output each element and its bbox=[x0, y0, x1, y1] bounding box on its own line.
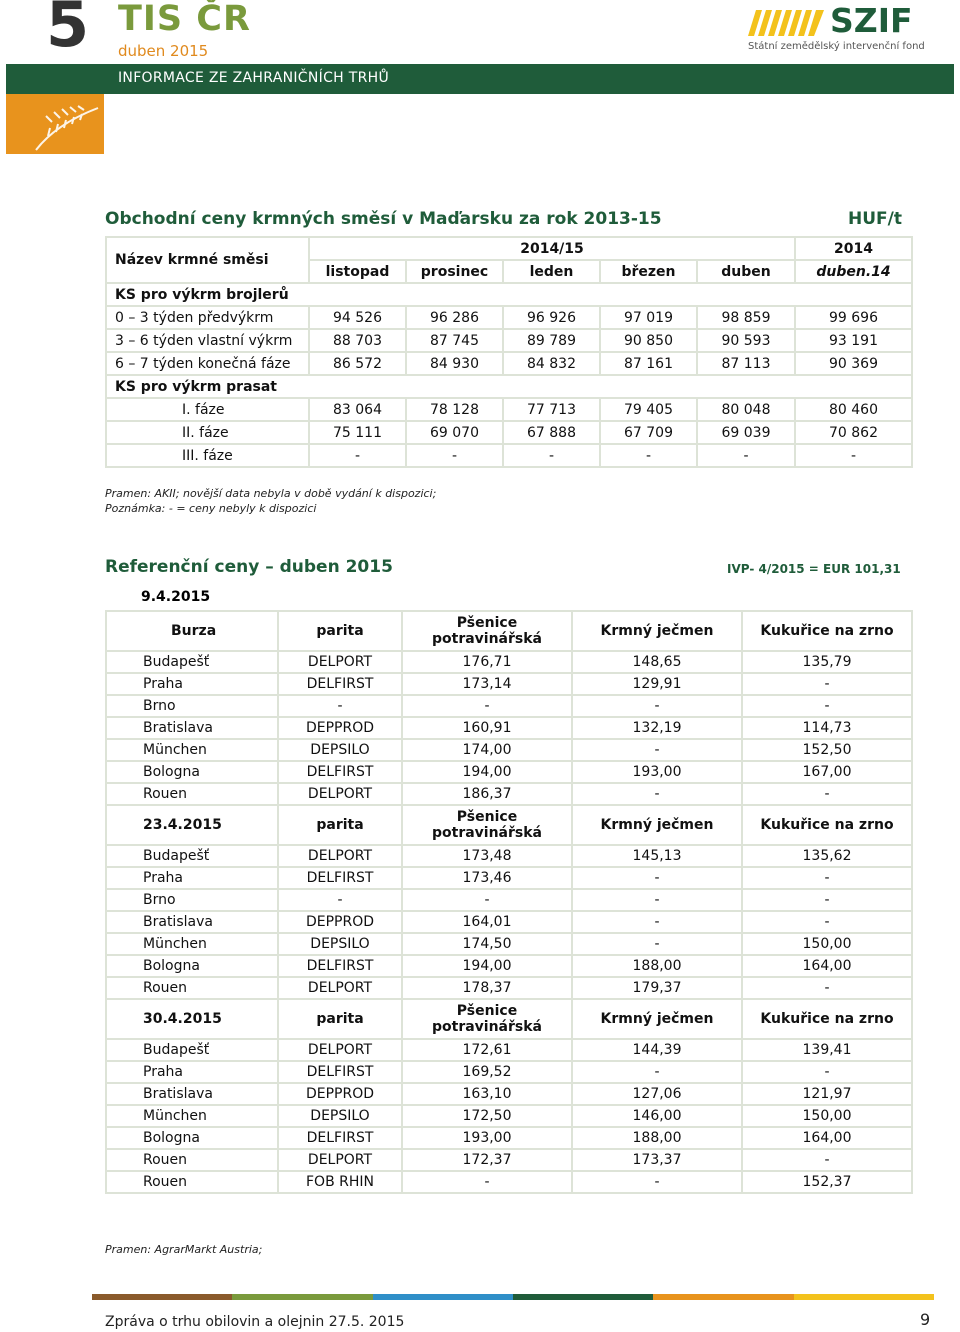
price-cell: 94 526 bbox=[309, 306, 406, 329]
price-cell: 169,52 bbox=[402, 1061, 572, 1083]
price-cell: 69 039 bbox=[697, 421, 795, 444]
exchange-name: Praha bbox=[106, 867, 278, 889]
column-header-parity: parita bbox=[278, 805, 402, 845]
price-cell: 139,41 bbox=[742, 1039, 912, 1061]
parity-cell: - bbox=[278, 695, 402, 717]
price-cell: 90 850 bbox=[600, 329, 697, 352]
column-header-parity: parita bbox=[278, 999, 402, 1039]
price-cell: - bbox=[742, 1149, 912, 1171]
price-cell: 99 696 bbox=[795, 306, 912, 329]
period-header-2014: 2014 bbox=[795, 237, 912, 260]
price-cell: 67 709 bbox=[600, 421, 697, 444]
price-cell: - bbox=[572, 739, 742, 761]
price-cell: 114,73 bbox=[742, 717, 912, 739]
column-header-barley: Krmný ječmen bbox=[572, 805, 742, 845]
price-cell: 145,13 bbox=[572, 845, 742, 867]
footer-title: Zpráva o trhu obilovin a olejnin 27.5. 2015 bbox=[105, 1314, 405, 1330]
table-row bbox=[106, 695, 912, 717]
exchange-name: Praha bbox=[106, 1061, 278, 1083]
exchange-name: Brno bbox=[106, 695, 278, 717]
price-cell: 70 862 bbox=[795, 421, 912, 444]
column-header-month: březen bbox=[600, 260, 697, 283]
price-cell: 172,37 bbox=[402, 1149, 572, 1171]
parity-cell: DELFIRST bbox=[278, 1061, 402, 1083]
price-cell: 174,50 bbox=[402, 933, 572, 955]
price-cell: 84 930 bbox=[406, 352, 503, 375]
table-row bbox=[106, 1149, 912, 1171]
table-row bbox=[106, 421, 912, 444]
parity-cell: DELPORT bbox=[278, 977, 402, 999]
exchange-name: München bbox=[106, 739, 278, 761]
column-header-corn: Kukuřice na zrno bbox=[742, 999, 912, 1039]
column-header-barley: Krmný ječmen bbox=[572, 611, 742, 651]
exchange-name: Rouen bbox=[106, 1149, 278, 1171]
parity-cell: DEPPROD bbox=[278, 1083, 402, 1105]
price-cell: 188,00 bbox=[572, 1127, 742, 1149]
price-cell: 80 460 bbox=[795, 398, 912, 421]
price-cell: - bbox=[309, 444, 406, 467]
table-row bbox=[106, 352, 912, 375]
row-label: II. fáze bbox=[106, 421, 309, 444]
table-row bbox=[106, 977, 912, 999]
logo-name: SZIF bbox=[830, 1, 913, 40]
price-cell: - bbox=[742, 783, 912, 805]
page-number: 9 bbox=[920, 1310, 931, 1329]
source-note: Pramen: AgrarMarkt Austria; bbox=[105, 1243, 263, 1256]
price-cell: - bbox=[503, 444, 600, 467]
price-cell: - bbox=[572, 867, 742, 889]
table-row bbox=[106, 398, 912, 421]
row-label: III. fáze bbox=[106, 444, 309, 467]
price-cell: 88 703 bbox=[309, 329, 406, 352]
price-cell: 193,00 bbox=[572, 761, 742, 783]
table-row bbox=[106, 1083, 912, 1105]
header-subtitle: INFORMACE ZE ZAHRANIČNÍCH TRHŮ bbox=[118, 70, 389, 86]
column-header-parity: parita bbox=[278, 611, 402, 651]
column-header-month: duben bbox=[697, 260, 795, 283]
price-cell: 174,00 bbox=[402, 739, 572, 761]
exchange-name: Budapešť bbox=[106, 651, 278, 673]
table-row bbox=[106, 911, 912, 933]
footer-bar-segment bbox=[373, 1294, 513, 1300]
table-row bbox=[106, 739, 912, 761]
price-cell: 83 064 bbox=[309, 398, 406, 421]
period-header-2014-15: 2014/15 bbox=[309, 237, 795, 260]
price-cell: 173,46 bbox=[402, 867, 572, 889]
price-cell: 98 859 bbox=[697, 306, 795, 329]
price-cell: - bbox=[572, 783, 742, 805]
price-cell: - bbox=[402, 1171, 572, 1193]
price-cell: 179,37 bbox=[572, 977, 742, 999]
price-cell: - bbox=[795, 444, 912, 467]
reference-prices-table bbox=[105, 610, 913, 1194]
price-cell: 152,50 bbox=[742, 739, 912, 761]
exchange-name: Bologna bbox=[106, 955, 278, 977]
price-cell: 163,10 bbox=[402, 1083, 572, 1105]
parity-cell: DELPORT bbox=[278, 1039, 402, 1061]
column-header-month: duben.14 bbox=[795, 260, 912, 283]
block-date: 30.4.2015 bbox=[106, 999, 278, 1039]
column-header-month: leden bbox=[503, 260, 600, 283]
price-cell: 164,01 bbox=[402, 911, 572, 933]
price-cell: - bbox=[600, 444, 697, 467]
price-cell: 87 161 bbox=[600, 352, 697, 375]
column-header-month: prosinec bbox=[406, 260, 503, 283]
parity-cell: DELPORT bbox=[278, 1149, 402, 1171]
footer-color-bar bbox=[92, 1294, 934, 1300]
column-header-barley: Krmný ječmen bbox=[572, 999, 742, 1039]
table-row bbox=[106, 1061, 912, 1083]
price-cell: 178,37 bbox=[402, 977, 572, 999]
price-cell: 150,00 bbox=[742, 1105, 912, 1127]
exchange-name: Budapešť bbox=[106, 1039, 278, 1061]
price-cell: 77 713 bbox=[503, 398, 600, 421]
table-row bbox=[106, 1105, 912, 1127]
exchange-name: Rouen bbox=[106, 783, 278, 805]
parity-cell: DEPSILO bbox=[278, 933, 402, 955]
feed-prices-table bbox=[105, 236, 913, 468]
price-cell: 160,91 bbox=[402, 717, 572, 739]
exchange-name: Budapešť bbox=[106, 845, 278, 867]
exchange-name: Brno bbox=[106, 889, 278, 911]
table-row bbox=[106, 673, 912, 695]
price-cell: 176,71 bbox=[402, 651, 572, 673]
price-cell: - bbox=[572, 889, 742, 911]
block-date: 9.4.2015 bbox=[141, 589, 211, 605]
footer-bar-segment bbox=[232, 1294, 372, 1300]
price-cell: 90 593 bbox=[697, 329, 795, 352]
parity-cell: DEPSILO bbox=[278, 1105, 402, 1127]
group-label-pigs: KS pro výkrm prasat bbox=[106, 375, 912, 398]
table-row bbox=[106, 867, 912, 889]
price-cell: - bbox=[572, 911, 742, 933]
block-date: 23.4.2015 bbox=[106, 805, 278, 845]
price-cell: 172,61 bbox=[402, 1039, 572, 1061]
price-cell: 173,48 bbox=[402, 845, 572, 867]
price-cell: 172,50 bbox=[402, 1105, 572, 1127]
source-note: Pramen: AKII; novější data nebyla v době vydání k dispozici; bbox=[105, 487, 437, 500]
parity-cell: - bbox=[278, 889, 402, 911]
parity-cell: DEPSILO bbox=[278, 739, 402, 761]
row-label: 0 – 3 týden předvýkrm bbox=[106, 306, 309, 329]
price-cell: - bbox=[742, 867, 912, 889]
logo-subtitle: Státní zemědělský intervenční fond bbox=[748, 41, 925, 52]
price-cell: - bbox=[572, 1171, 742, 1193]
price-cell: - bbox=[742, 673, 912, 695]
table-row bbox=[106, 444, 912, 467]
parity-cell: DELFIRST bbox=[278, 955, 402, 977]
table-row bbox=[106, 783, 912, 805]
price-cell: - bbox=[742, 695, 912, 717]
price-cell: 90 369 bbox=[795, 352, 912, 375]
exchange-name: Rouen bbox=[106, 977, 278, 999]
parity-cell: DELFIRST bbox=[278, 1127, 402, 1149]
table-header-row bbox=[106, 611, 912, 651]
feed-prices-title: Obchodní ceny krmných směsí v Maďarsku za rok 2013-15 bbox=[105, 209, 662, 229]
remark-note: Poznámka: - = ceny nebyly k dispozici bbox=[105, 502, 317, 515]
exchange-rate: IVP- 4/2015 = EUR 101,31 bbox=[727, 562, 901, 576]
parity-cell: DELPORT bbox=[278, 845, 402, 867]
exchange-name: Bologna bbox=[106, 1127, 278, 1149]
table-header-row bbox=[106, 805, 912, 845]
price-cell: 164,00 bbox=[742, 955, 912, 977]
price-cell: - bbox=[572, 695, 742, 717]
parity-cell: DELPORT bbox=[278, 783, 402, 805]
price-cell: 79 405 bbox=[600, 398, 697, 421]
price-cell: - bbox=[697, 444, 795, 467]
price-cell: - bbox=[742, 911, 912, 933]
table-row bbox=[106, 1039, 912, 1061]
table-row bbox=[106, 329, 912, 352]
parity-cell: DELFIRST bbox=[278, 761, 402, 783]
issue-date: duben 2015 bbox=[118, 42, 209, 60]
footer-bar-segment bbox=[653, 1294, 793, 1300]
parity-cell: FOB RHIN bbox=[278, 1171, 402, 1193]
price-cell: 188,00 bbox=[572, 955, 742, 977]
price-cell: 167,00 bbox=[742, 761, 912, 783]
table-row bbox=[106, 1171, 912, 1193]
price-cell: 75 111 bbox=[309, 421, 406, 444]
exchange-name: Bratislava bbox=[106, 911, 278, 933]
price-cell: 87 113 bbox=[697, 352, 795, 375]
price-cell: 69 070 bbox=[406, 421, 503, 444]
footer-bar-segment bbox=[513, 1294, 653, 1300]
price-cell: 194,00 bbox=[402, 955, 572, 977]
parity-cell: DEPPROD bbox=[278, 717, 402, 739]
table-header-row bbox=[106, 999, 912, 1039]
price-cell: 89 789 bbox=[503, 329, 600, 352]
parity-cell: DEPPROD bbox=[278, 911, 402, 933]
exchange-name: Bratislava bbox=[106, 717, 278, 739]
row-label: 3 – 6 týden vlastní výkrm bbox=[106, 329, 309, 352]
table-row bbox=[106, 1127, 912, 1149]
price-cell: 67 888 bbox=[503, 421, 600, 444]
price-cell: - bbox=[742, 977, 912, 999]
column-header-name: Název krmné směsi bbox=[106, 237, 309, 283]
footer-bar-segment bbox=[794, 1294, 934, 1300]
table-row bbox=[106, 717, 912, 739]
price-cell: 84 832 bbox=[503, 352, 600, 375]
price-cell: - bbox=[742, 1061, 912, 1083]
table-row bbox=[106, 651, 912, 673]
table-row bbox=[106, 306, 912, 329]
price-cell: 186,37 bbox=[402, 783, 572, 805]
price-cell: 194,00 bbox=[402, 761, 572, 783]
block-date bbox=[106, 611, 278, 651]
column-header-wheat: Pšenice potravinářská bbox=[402, 805, 572, 845]
price-cell: 135,62 bbox=[742, 845, 912, 867]
price-cell: 173,37 bbox=[572, 1149, 742, 1171]
price-cell: 164,00 bbox=[742, 1127, 912, 1149]
reference-prices-title: Referenční ceny – duben 2015 bbox=[105, 557, 393, 577]
table-row bbox=[106, 889, 912, 911]
column-header-exchange: Burza bbox=[171, 623, 217, 639]
column-header-wheat: Pšenice potravinářská bbox=[402, 611, 572, 651]
price-cell: 80 048 bbox=[697, 398, 795, 421]
group-label-broilers: KS pro výkrm brojlerů bbox=[106, 283, 912, 306]
row-label: I. fáze bbox=[106, 398, 309, 421]
parity-cell: DELPORT bbox=[278, 651, 402, 673]
price-cell: 127,06 bbox=[572, 1083, 742, 1105]
price-cell: 152,37 bbox=[742, 1171, 912, 1193]
price-cell: 121,97 bbox=[742, 1083, 912, 1105]
price-cell: 96 926 bbox=[503, 306, 600, 329]
price-cell: 129,91 bbox=[572, 673, 742, 695]
exchange-name: München bbox=[106, 1105, 278, 1127]
brand-title: TIS ČR bbox=[118, 0, 251, 39]
price-cell: 86 572 bbox=[309, 352, 406, 375]
exchange-name: Praha bbox=[106, 673, 278, 695]
exchange-name: München bbox=[106, 933, 278, 955]
price-cell: 148,65 bbox=[572, 651, 742, 673]
price-cell: 150,00 bbox=[742, 933, 912, 955]
group-row bbox=[106, 375, 912, 398]
currency-unit: HUF/t bbox=[848, 209, 902, 229]
issue-number: 5 bbox=[46, 0, 90, 61]
wheat-logo-icon bbox=[6, 94, 104, 154]
price-cell: - bbox=[572, 1061, 742, 1083]
parity-cell: DELFIRST bbox=[278, 673, 402, 695]
price-cell: 135,79 bbox=[742, 651, 912, 673]
row-label: 6 – 7 týden konečná fáze bbox=[106, 352, 309, 375]
price-cell: 97 019 bbox=[600, 306, 697, 329]
table-row bbox=[106, 761, 912, 783]
szif-logo-icon bbox=[748, 10, 824, 36]
price-cell: 78 128 bbox=[406, 398, 503, 421]
price-cell: - bbox=[572, 933, 742, 955]
exchange-name: Bologna bbox=[106, 761, 278, 783]
price-cell: - bbox=[402, 695, 572, 717]
price-cell: - bbox=[402, 889, 572, 911]
price-cell: 87 745 bbox=[406, 329, 503, 352]
table-row bbox=[106, 955, 912, 977]
column-header-corn: Kukuřice na zrno bbox=[742, 805, 912, 845]
price-cell: - bbox=[742, 889, 912, 911]
column-header-wheat: Pšenice potravinářská bbox=[402, 999, 572, 1039]
table-header-row bbox=[106, 237, 912, 260]
price-cell: 193,00 bbox=[402, 1127, 572, 1149]
price-cell: - bbox=[406, 444, 503, 467]
exchange-name: Rouen bbox=[106, 1171, 278, 1193]
price-cell: 132,19 bbox=[572, 717, 742, 739]
price-cell: 96 286 bbox=[406, 306, 503, 329]
price-cell: 93 191 bbox=[795, 329, 912, 352]
footer-bar-segment bbox=[92, 1294, 232, 1300]
column-header-corn: Kukuřice na zrno bbox=[742, 611, 912, 651]
column-header-month: listopad bbox=[309, 260, 406, 283]
table-row bbox=[106, 933, 912, 955]
exchange-name: Bratislava bbox=[106, 1083, 278, 1105]
group-row bbox=[106, 283, 912, 306]
parity-cell: DELFIRST bbox=[278, 867, 402, 889]
price-cell: 146,00 bbox=[572, 1105, 742, 1127]
price-cell: 144,39 bbox=[572, 1039, 742, 1061]
table-row bbox=[106, 845, 912, 867]
price-cell: 173,14 bbox=[402, 673, 572, 695]
